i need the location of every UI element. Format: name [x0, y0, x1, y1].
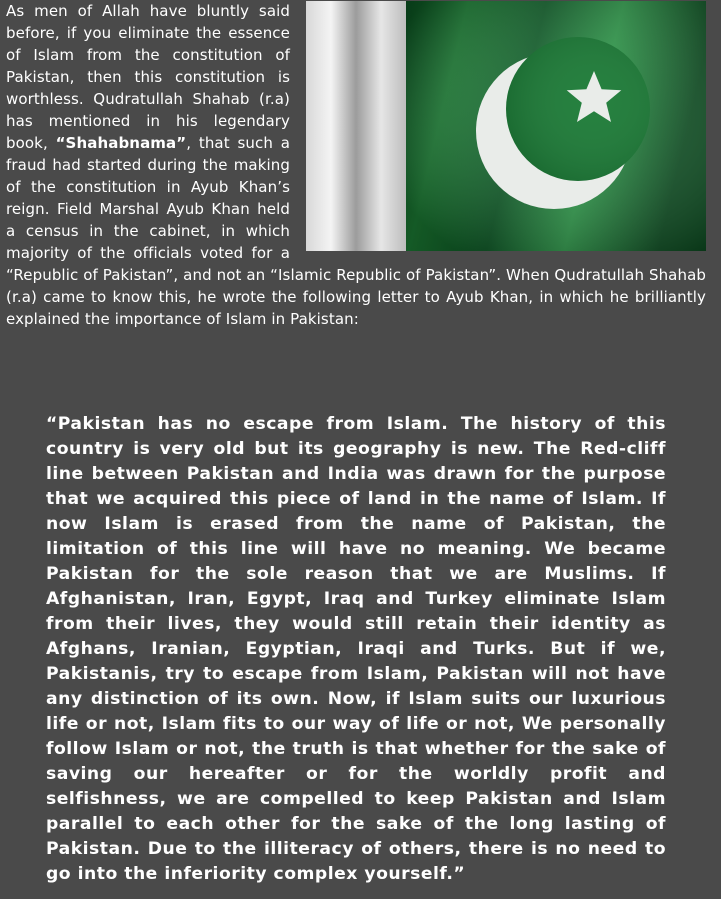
book-title: “Shahabnama” [55, 134, 187, 152]
intro-text-after: , that such a fraud had started during the making of the constitution in Ayub Khan’s reign. Field Marshal Ayub Khan held a census in the cabinet, in which majority of the officials voted for a “Republic of Pakistan”, and not an “Islamic Republic of Pakistan”. When Qudratullah Shahab (r.a) came to know this, he wrote the following letter to Ayub Khan, in which he brilliantly explained the importance of Islam in Pakistan: [6, 134, 706, 328]
article [6, 0, 706, 330]
pakistan-flag-icon [306, 1, 706, 251]
intro-text-before: As men of Allah have bluntly said before, if you eliminate the essence of Islam from the constitution of Pakistan, then this constitution is worthless. Qudratullah Shahab (r.a) has mentioned in his legendary book, [6, 2, 290, 152]
letter-quote: “Pakistan has no escape from Islam. The history of this country is very old but its geography is new. The Red-cliff line between Pakistan and India was drawn for the purpose that we acquired this piece of land in the name of Islam. If now Islam is erased from the name of Pakistan, the limitation of this line will have no meaning. We became Pakistan for the sole reason that we are Muslims. If Afghanistan, Iran, Egypt, Iraq and Turkey eliminate Islam from their lives, they would still retain their identity as Afghans, Iranian, Egyptian, Iraqi and Turks. But if we, Pakistanis, try to escape from Islam, Pakistan will not have any distinction of its own. Now, if Islam suits our luxurious life or not, Islam fits to our way of life or not, We personally follow Islam or not, the truth is that whether for the sake of saving our hereafter or for the worldly profit and selfishness, we are compelled to keep Pakistan and Islam parallel to each other for the sake of the long lasting of Pakistan. Due to the illiteracy of others, there is no need to go into the inferiority complex yourself.” [46, 414, 666, 884]
